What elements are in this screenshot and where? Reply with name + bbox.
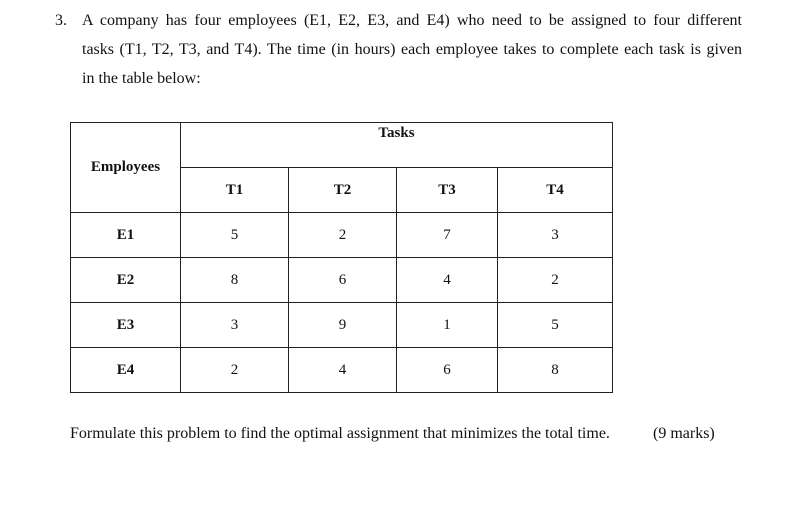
cell-e4-t1: 2 [181,348,289,393]
cell-e3-t1: 3 [181,303,289,348]
row-header-e4: E4 [71,348,181,393]
cell-e3-t3: 1 [397,303,498,348]
cell-e1-t2: 2 [289,213,397,258]
tasks-header-label: Tasks [378,125,415,141]
row-header-e3: E3 [71,303,181,348]
instruction-text: Formulate this problem to find the optimal assignment that minimizes the total time. [70,425,610,442]
cell-e1-t3: 7 [397,213,498,258]
cell-e2-t2: 6 [289,258,397,303]
column-header-t1: T1 [181,168,289,213]
cell-e2-t4: 2 [498,258,613,303]
cell-e4-t3: 6 [397,348,498,393]
table-row [71,213,613,258]
marks-label: (9 marks) [653,425,715,442]
column-header-t2: T2 [289,168,397,213]
row-header-e1: E1 [71,213,181,258]
column-header-t3: T3 [397,168,498,213]
question-text-line-3: in the table below: [82,70,201,87]
cell-e4-t2: 4 [289,348,397,393]
cell-e4-t4: 8 [498,348,613,393]
question-text-line-2: tasks (T1, T2, T3, and T4). The time (in hours) each employee takes to complete each task is given [82,41,742,58]
cell-e3-t4: 5 [498,303,613,348]
cell-e3-t2: 9 [289,303,397,348]
column-header-t4: T4 [498,168,613,213]
employees-header: Employees [71,123,181,213]
cell-e1-t1: 5 [181,213,289,258]
table-row [71,258,613,303]
cell-e2-t3: 4 [397,258,498,303]
question-text-line-1: A company has four employees (E1, E2, E3, and E4) who need to be assigned to four different [82,12,742,29]
table-row [71,303,613,348]
row-header-e2: E2 [71,258,181,303]
tasks-header [181,123,613,168]
assignment-time-table [70,122,613,393]
cell-e2-t1: 8 [181,258,289,303]
table-row [71,348,613,393]
cell-e1-t4: 3 [498,213,613,258]
question-number: 3. [55,12,67,29]
